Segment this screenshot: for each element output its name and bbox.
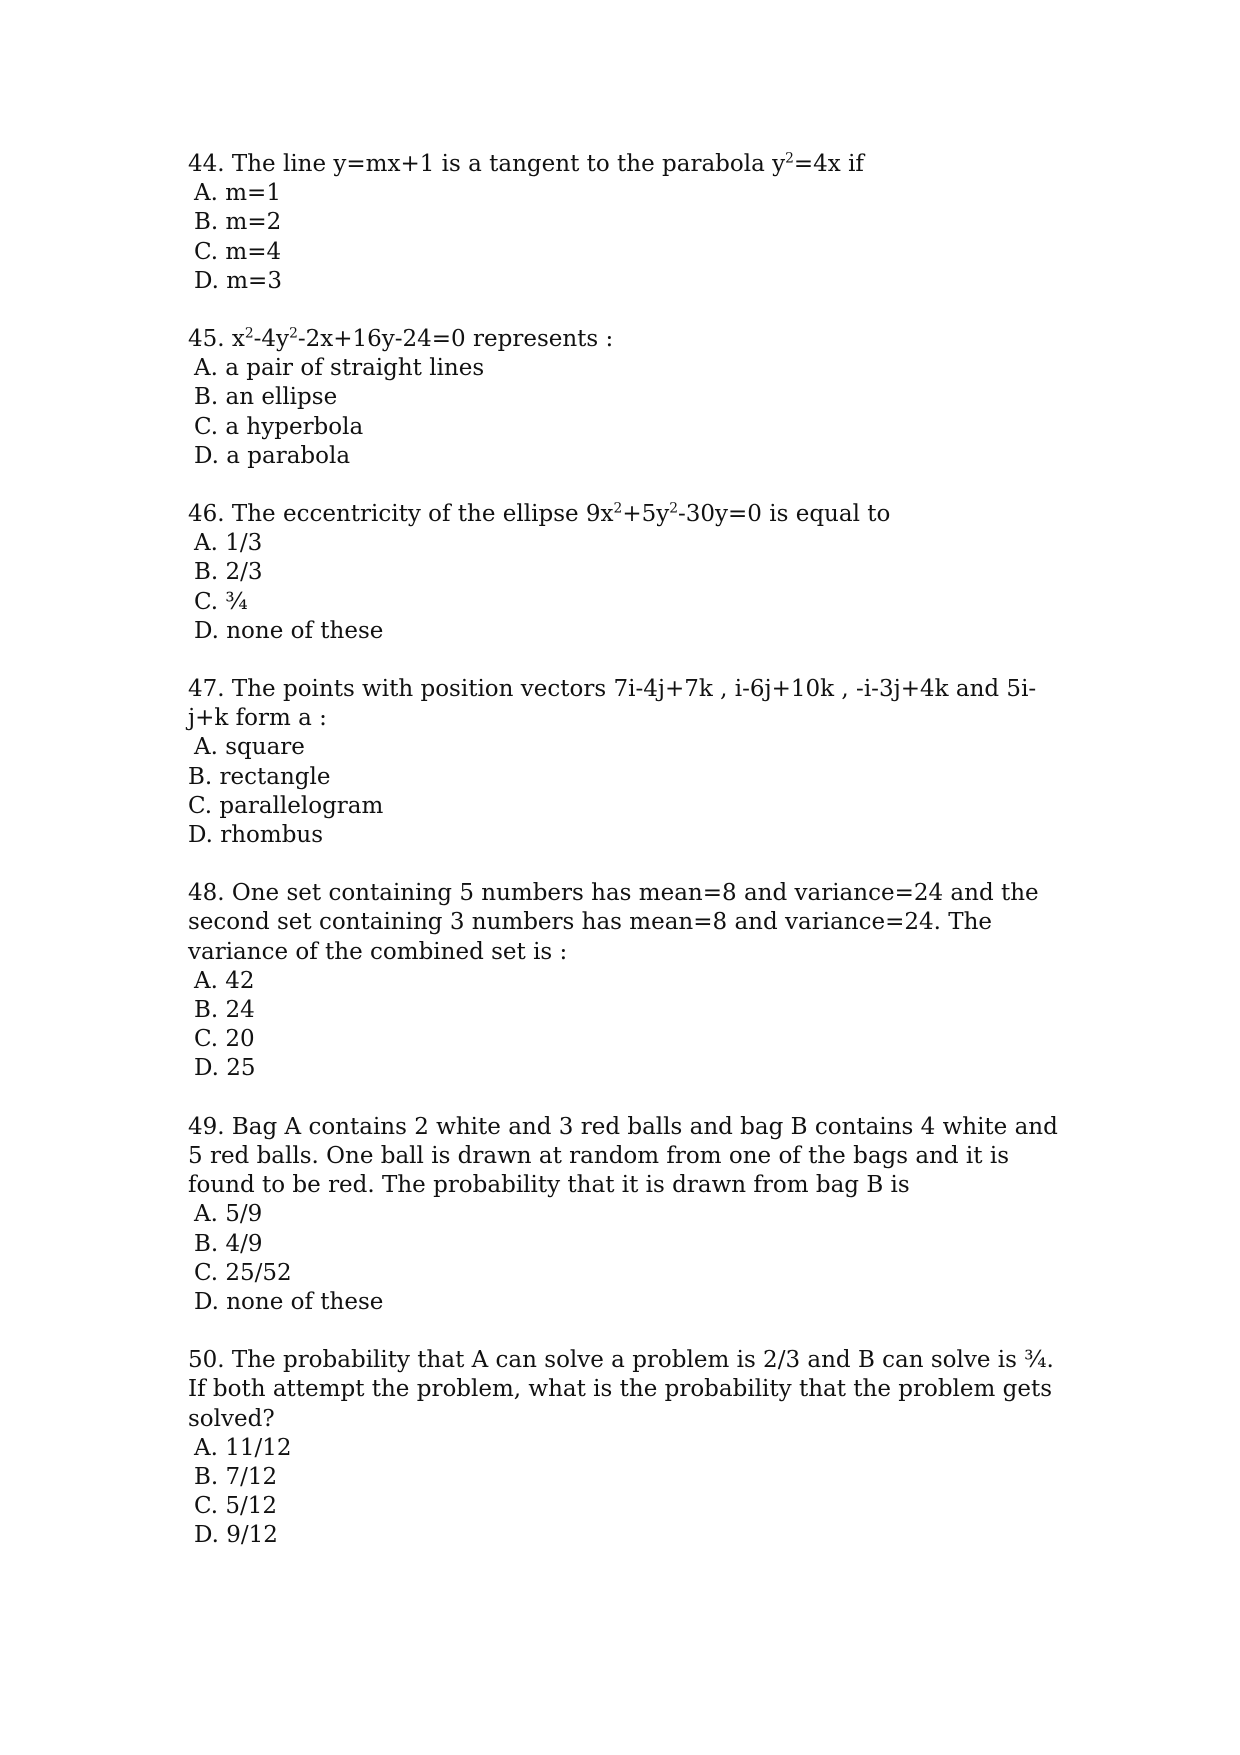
option-b: B. an ellipse [194,384,338,411]
option-c: C. m=4 [194,238,282,265]
question-46 [188,500,1068,646]
option-c: C. 20 [194,1026,255,1053]
option-d: D. 25 [194,1055,256,1082]
option-d: D. m=3 [194,267,282,294]
option-a: A. square [194,734,305,761]
option-c: C. 25/52 [194,1259,292,1286]
question-44 [188,150,1068,296]
option-d: D. a parabola [194,442,351,469]
question-50 [188,1346,1068,1550]
option-c: C. a hyperbola [194,413,364,440]
option-d: D. 9/12 [194,1522,278,1549]
option-c: C. 5/12 [194,1493,278,1520]
option-d: D. none of these [194,617,384,644]
question-47 [188,675,1068,850]
question-stem: 45. $x^2-4y^2-2x+16y-24=0$ represents : [188,325,614,353]
option-a: A. 5/9 [194,1201,263,1228]
option-b: B. 4/9 [194,1230,263,1257]
question-48 [188,879,1068,1083]
option-b: B. m=2 [194,209,282,236]
question-stem: 47. The points with position vectors 7i-4j+7k , i-6j+10k , -i-3j+4k and 5i-j+k form a : [188,676,1037,732]
option-a: A. m=1 [194,180,281,207]
option-a: A. a pair of straight lines [194,355,485,382]
option-b: B. 2/3 [194,559,263,586]
option-b: B. 7/12 [194,1463,278,1490]
option-a: A. 1/3 [194,530,263,557]
question-stem: 46. The eccentricity of the ellipse $9x^2+5y^2-30y=0$ is equal to [188,500,891,528]
option-a: A. 42 [194,967,255,994]
question-stem: 50. The probability that A can solve a problem is 2/3 and B can solve is ¾. If both attempt the problem, what is the probability that the problem gets solved? [188,1347,1054,1432]
option-b: B. rectangle [188,763,331,790]
option-a: A. 11/12 [194,1434,292,1461]
option-d: D. rhombus [188,822,324,849]
option-b: B. 24 [194,997,255,1024]
option-c: C. parallelogram [188,792,384,819]
question-stem: 44. The line y=mx+1 is a tangent to the parabola $y^2=4x$ if [188,150,864,177]
question-sheet [188,150,1068,1580]
option-c: C. ¾ [194,588,248,615]
question-stem: 49. Bag A contains 2 white and 3 red balls and bag B contains 4 white and 5 red balls. One ball is drawn at random from one of the bags and it is found to be red. The probability that it is drawn from bag B is [188,1113,1058,1199]
question-stem: 48. One set containing 5 numbers has mean=8 and variance=24 and the second set containing 3 numbers has mean=8 and variance=24. The variance of the combined set is : [188,880,1039,965]
question-45 [188,325,1068,471]
option-d: D. none of these [194,1288,384,1315]
question-49 [188,1113,1068,1317]
